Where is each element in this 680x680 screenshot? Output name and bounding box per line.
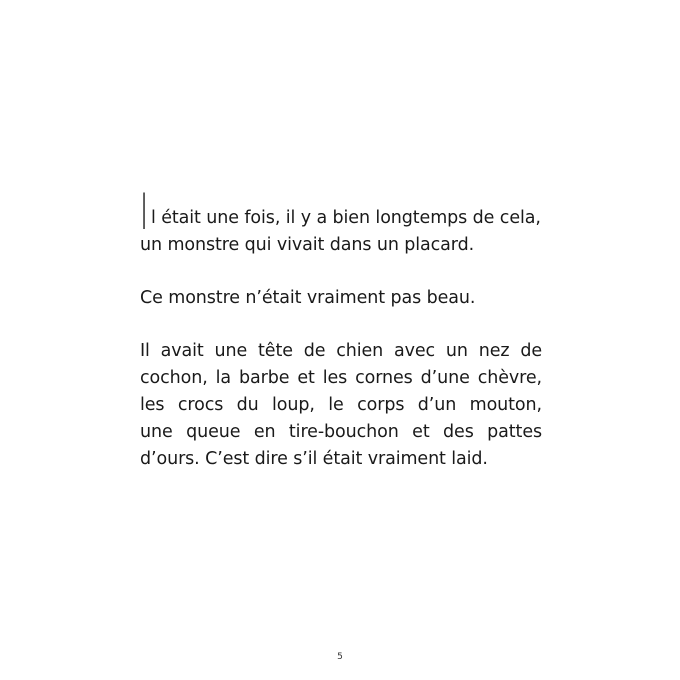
paragraph-1-line-2: un monstre qui vivait dans un placard. [140,235,475,255]
page-number: 5 [337,652,343,662]
paragraph-2-line-1: Ce monstre n’était vraiment pas beau. [140,288,476,308]
paragraph-3-line-5: d’ours. C’est dire s’il était vraiment laid. [140,449,488,469]
paragraph-3-line-4: une queue en tire-bouchon et des pattes [140,422,542,442]
paragraph-1-line-1 [140,183,542,241]
paragraph-3-line-1: Il avait une tête de chien avec un nez de [140,341,542,361]
paragraph-3-line-3: les crocs du loup, le corps d’un mouton, [140,395,542,415]
paragraph-1 [140,183,542,259]
story-text [140,183,542,499]
paragraph-3-line-2: cochon, la barbe et les cornes d’une chèvre, [140,368,542,388]
paragraph-3 [140,338,542,473]
drop-cap: I [140,183,149,241]
paragraph-2 [140,285,542,312]
paragraph-1-line-1-text: l était une fois, il y a bien longtemps de cela, [151,208,541,228]
